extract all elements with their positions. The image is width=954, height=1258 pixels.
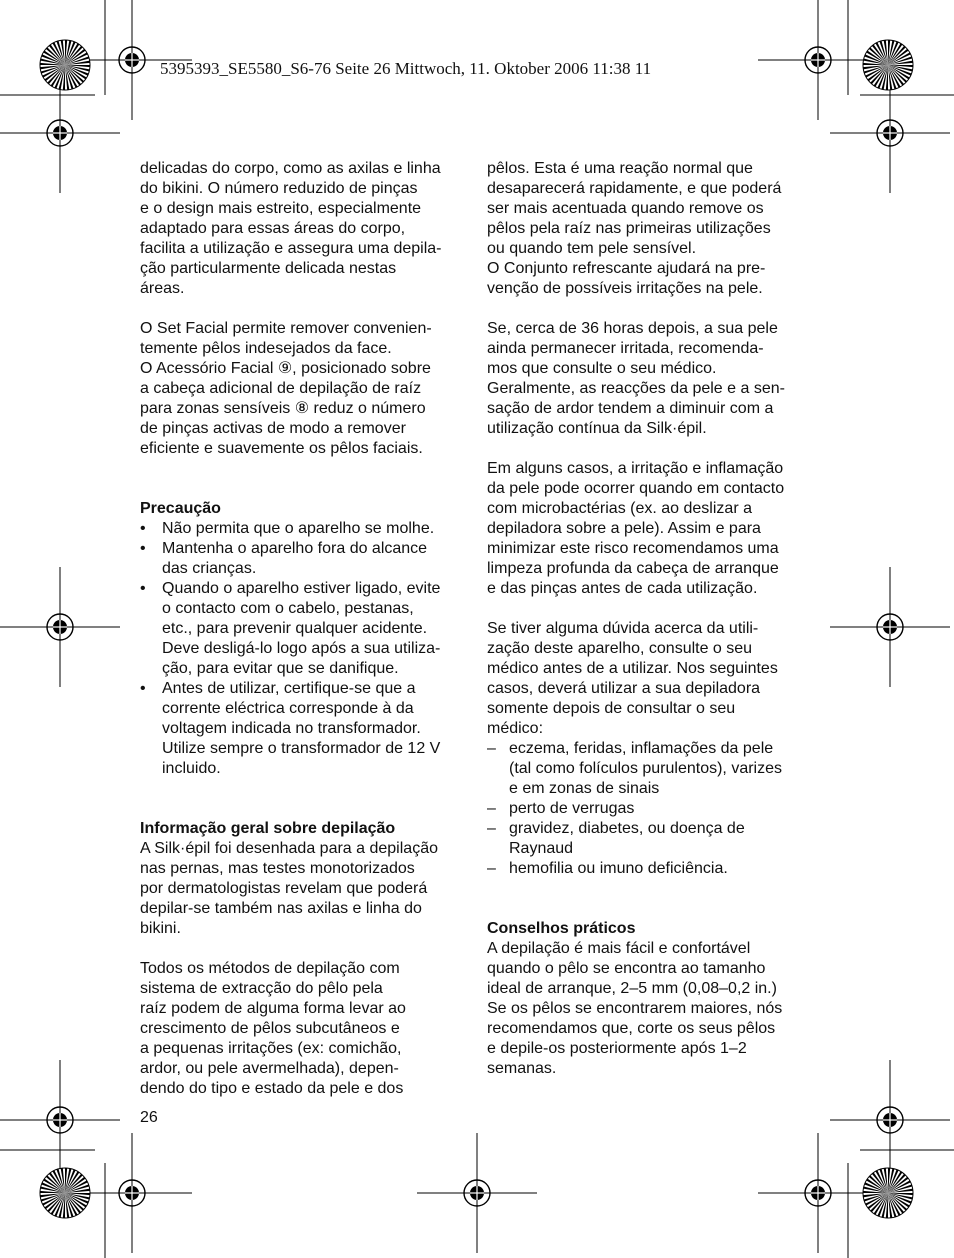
list-marker: – xyxy=(487,800,496,817)
registration-mark-icon xyxy=(830,1060,950,1180)
text-line: O Conjunto refrescante ajudará na pre- xyxy=(487,260,766,277)
text-line: ou quando tem pele sensível. xyxy=(487,240,697,257)
text-line: ser mais acentuada quando remove os xyxy=(487,200,764,217)
text-line xyxy=(487,859,817,879)
text-line: mos que consulte o seu médico. xyxy=(487,360,717,377)
text-line: depiladora sobre a pele). Assim e para xyxy=(487,520,761,537)
list-item-text: Antes de utilizar, certifique-se que a xyxy=(162,680,416,697)
text-line: Em alguns casos, a irritação e inflamação xyxy=(487,460,784,477)
text-line: nas pernas, mas testes monotorizados xyxy=(140,860,415,877)
text-line: bikini. xyxy=(140,920,181,937)
text-line: dendo do tipo e estado da pele e dos xyxy=(140,1080,404,1097)
list-item-text: eczema, feridas, inflamações da pele xyxy=(509,740,774,757)
text-line: O Set Facial permite remover convenien- xyxy=(140,320,432,337)
text-line: adaptado para essas áreas do corpo, xyxy=(140,220,406,237)
text-line xyxy=(140,659,470,679)
registration-mark-icon xyxy=(0,73,120,193)
list-item-text: das crianças. xyxy=(162,560,257,577)
text-line xyxy=(140,619,470,639)
list-marker: • xyxy=(140,680,146,697)
text-line: e o design mais estreito, especialmente xyxy=(140,200,422,217)
list-marker: – xyxy=(487,820,496,837)
page-number: 26 xyxy=(140,1109,158,1126)
text-line: para zonas sensíveis ⑧ reduz o número xyxy=(140,400,426,417)
text-line xyxy=(140,739,470,759)
list-marker: • xyxy=(140,520,146,537)
text-line: de pinças activas de modo a remover xyxy=(140,420,406,437)
text-line: Geralmente, as reacções da pele e a sen- xyxy=(487,380,785,397)
text-line: crescimento de pêlos subcutâneos e xyxy=(140,1020,400,1037)
text-line xyxy=(140,639,470,659)
text-line: e depile-os posteriormente após 1–2 xyxy=(487,1040,747,1057)
blank-line xyxy=(140,479,470,499)
blank-line xyxy=(140,939,470,959)
registration-mark-icon xyxy=(0,567,120,687)
list-marker: • xyxy=(140,540,146,557)
left-column xyxy=(140,159,470,1099)
text-line: utilização contínua da Silk·épil. xyxy=(487,420,707,437)
list-item-text: (tal como folículos purulentos), varizes xyxy=(509,760,782,777)
list-item-text: o contacto com o cabelo, pestanas, xyxy=(162,600,414,617)
text-line: somente depois de consultar o seu xyxy=(487,700,736,717)
text-line: ardor, ou pele avermelhada), depen- xyxy=(140,1060,399,1077)
text-line: O Acessório Facial ⑨, posicionado sobre xyxy=(140,360,431,377)
list-item-text: etc., para prevenir qualquer acidente. xyxy=(162,620,428,637)
text-line: minimizar este risco recomendamos uma xyxy=(487,540,779,557)
starburst-target-icon xyxy=(40,40,90,90)
list-marker: – xyxy=(487,740,496,757)
section-heading: Precaução xyxy=(140,500,221,517)
registration-mark-icon xyxy=(417,1133,537,1253)
registration-mark-icon xyxy=(758,1133,878,1253)
registration-mark-icon xyxy=(0,1060,120,1180)
text-line: áreas. xyxy=(140,280,185,297)
list-item-text: e em zonas de sinais xyxy=(509,780,660,797)
blank-line xyxy=(140,799,470,819)
starburst-target-icon xyxy=(863,40,913,90)
list-item-text: Quando o aparelho estiver ligado, evite xyxy=(162,580,441,597)
text-line: A depilação é mais fácil e confortável xyxy=(487,940,751,957)
text-line: com microbactérias (ex. ao deslizar a xyxy=(487,500,752,517)
text-line xyxy=(140,599,470,619)
text-line: médico antes de a utilizar. Nos seguintes xyxy=(487,660,778,677)
list-item-text: Utilize sempre o transformador de 12 V xyxy=(162,740,441,757)
text-line: sação de ardor tendem a diminuir com a xyxy=(487,400,774,417)
text-line: eficiente e suavemente os pêlos faciais. xyxy=(140,440,423,457)
text-line: do bikini. O número reduzido de pinças xyxy=(140,180,418,197)
section-heading: Informação geral sobre depilação xyxy=(140,820,396,837)
text-line xyxy=(487,759,817,779)
text-line: pêlos pela raíz nas primeiras utilizações xyxy=(487,220,771,237)
text-line: ção particularmente delicada nestas xyxy=(140,260,397,277)
text-line xyxy=(140,539,470,559)
text-line xyxy=(140,519,470,539)
registration-mark-icon xyxy=(830,567,950,687)
text-line: semanas. xyxy=(487,1060,557,1077)
list-item-text: incluido. xyxy=(162,760,221,777)
text-line: delicadas do corpo, como as axilas e linha xyxy=(140,160,441,177)
right-column xyxy=(487,159,817,1079)
text-line: venção de possíveis irritações na pele. xyxy=(487,280,763,297)
text-line xyxy=(140,579,470,599)
text-line: a pequenas irritações (ex: comichão, xyxy=(140,1040,402,1057)
text-line: depilar-se também nas axilas e linha do xyxy=(140,900,422,917)
text-line: temente pêlos indesejados da face. xyxy=(140,340,392,357)
text-line: a cabeça adicional de depilação de raíz xyxy=(140,380,422,397)
list-item-text: Mantenha o aparelho fora do alcance xyxy=(162,540,428,557)
text-line: recomendamos que, corte os seus pêlos xyxy=(487,1020,776,1037)
list-item-text: gravidez, diabetes, ou doença de xyxy=(509,820,745,837)
text-line: Todos os métodos de depilação com xyxy=(140,960,400,977)
list-item-text: hemofilia ou imuno deficiência. xyxy=(509,860,728,877)
text-line xyxy=(140,679,470,699)
blank-line xyxy=(487,599,817,619)
list-item-text: ção, para evitar que se danifique. xyxy=(162,660,399,677)
list-item-text: Raynaud xyxy=(509,840,574,857)
blank-line xyxy=(487,439,817,459)
blank-line xyxy=(140,779,470,799)
text-line: facilita a utilização e assegura uma depila- xyxy=(140,240,442,257)
text-line: limpeza profunda da cabeça de arranque xyxy=(487,560,779,577)
text-line xyxy=(487,739,817,759)
starburst-target-icon xyxy=(863,1168,913,1218)
text-line xyxy=(140,719,470,739)
blank-line xyxy=(487,899,817,919)
list-marker: – xyxy=(487,860,496,877)
text-line: por dermatologistas revelam que poderá xyxy=(140,880,428,897)
blank-line xyxy=(487,299,817,319)
list-item-text: voltagem indicada no transformador. xyxy=(162,720,421,737)
text-line: pêlos. Esta é uma reação normal que xyxy=(487,160,753,177)
starburst-target-icon xyxy=(40,1168,90,1218)
text-line: quando o pêlo se encontra ao tamanho xyxy=(487,960,766,977)
text-line xyxy=(140,699,470,719)
text-line: ideal de arranque, 2–5 mm (0,08–0,2 in.) xyxy=(487,980,777,997)
text-line: ainda permanecer irritada, recomenda- xyxy=(487,340,764,357)
text-line: desaparecerá rapidamente, e que poderá xyxy=(487,180,782,197)
blank-line xyxy=(140,459,470,479)
text-line xyxy=(487,839,817,859)
text-line: casos, deverá utilizar a sua depiladora xyxy=(487,680,761,697)
text-line: e das pinças antes de cada utilização. xyxy=(487,580,758,597)
text-line xyxy=(487,819,817,839)
text-line xyxy=(140,759,470,779)
list-item-text: Deve desligá-lo logo após a sua utiliza- xyxy=(162,640,441,657)
text-line: Se os pêlos se encontrarem maiores, nós xyxy=(487,1000,783,1017)
text-line: A Silk·épil foi desenhada para a depilação xyxy=(140,840,438,857)
text-line: Se, cerca de 36 horas depois, a sua pele xyxy=(487,320,778,337)
text-line: sistema de extracção do pêlo pela xyxy=(140,980,383,997)
blank-line xyxy=(487,879,817,899)
text-line xyxy=(487,779,817,799)
text-line: raíz podem de alguma forma levar ao xyxy=(140,1000,406,1017)
list-item-text: corrente eléctrica corresponde à da xyxy=(162,700,414,717)
registration-mark-icon xyxy=(758,0,878,120)
text-line: zação deste aparelho, consulte o seu xyxy=(487,640,753,657)
text-line: médico: xyxy=(487,720,544,737)
section-heading: Conselhos práticos xyxy=(487,920,636,937)
list-marker: • xyxy=(140,580,146,597)
print-slug: 5395393_SE5580_S6-76 Seite 26 Mittwoch, 11. Oktober 2006 11:38 11 xyxy=(160,59,652,78)
text-line xyxy=(487,799,817,819)
text-line: Se tiver alguma dúvida acerca da utili- xyxy=(487,620,759,637)
list-item-text: perto de verrugas xyxy=(509,800,635,817)
blank-line xyxy=(140,299,470,319)
text-line xyxy=(140,559,470,579)
text-line: da pele pode ocorrer quando em contacto xyxy=(487,480,785,497)
list-item-text: Não permita que o aparelho se molhe. xyxy=(162,520,435,537)
